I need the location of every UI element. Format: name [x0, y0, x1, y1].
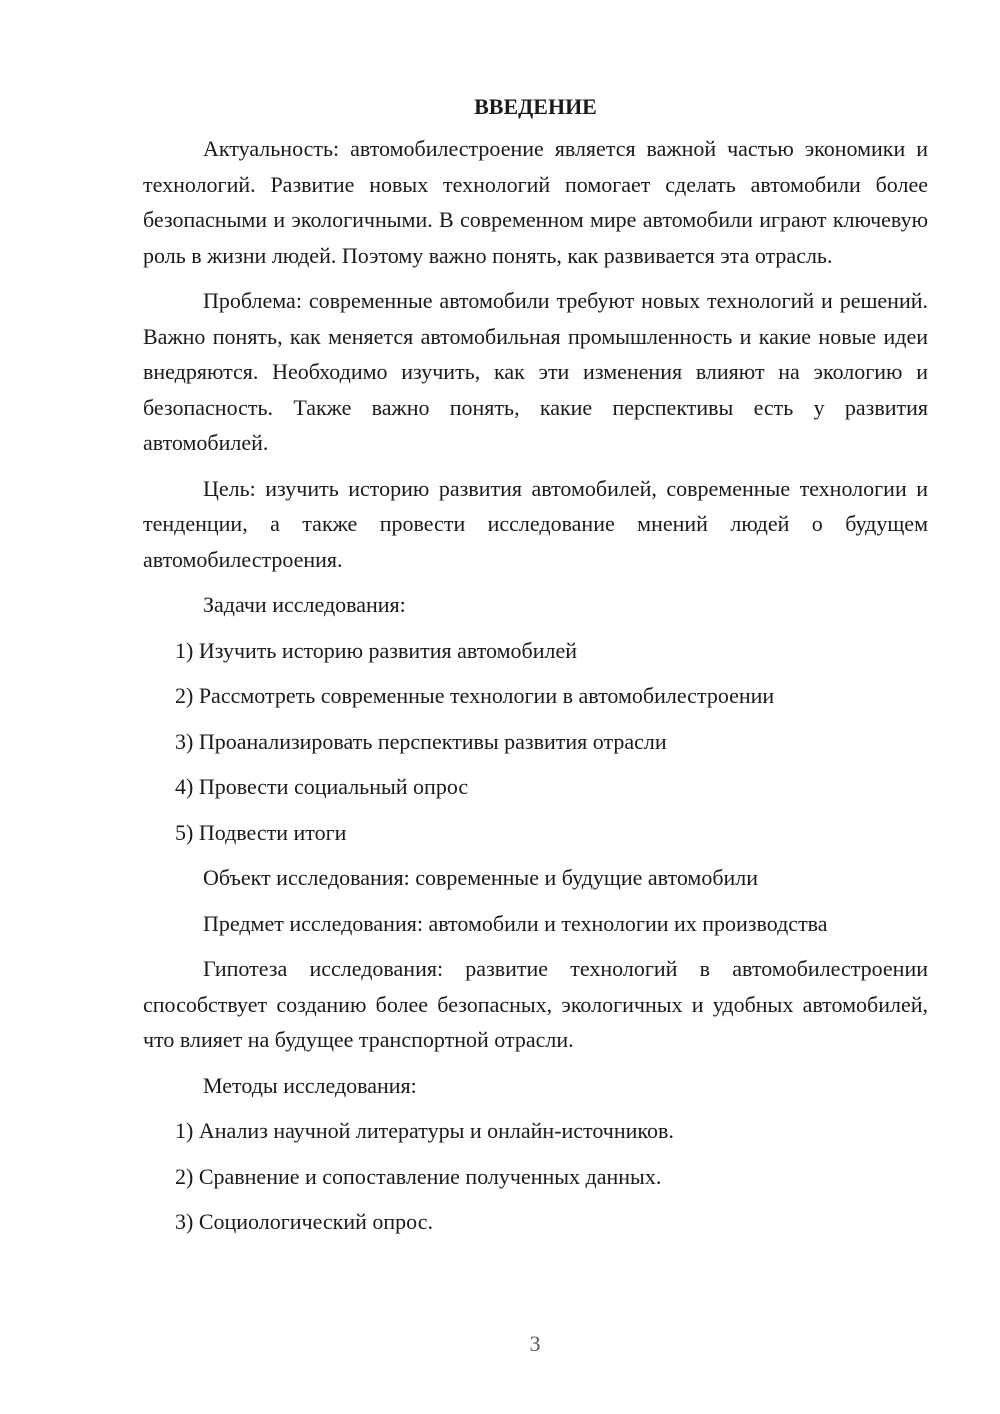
- method-item: 3) Социологический опрос.: [175, 1209, 433, 1234]
- task-item: 3) Проанализировать перспективы развития отрасли: [175, 728, 667, 754]
- problem-paragraph: Проблема: современные автомобили требуют новых технологий и решений. Важно понять, как меняется автомобильная промышленность и какие новые идеи внедряются. Необходимо изучить, как эти изменения влияют на экологию и безопасность. Также важно понять, какие перспективы есть у развития автомобилей.: [143, 288, 928, 455]
- method-item: 2) Сравнение и сопоставление полученных данных.: [175, 1163, 662, 1189]
- task-item: 5) Подвести итоги: [175, 819, 347, 845]
- page-title: ВВЕДЕНИЕ: [474, 94, 597, 119]
- methods-list: [143, 1113, 928, 1240]
- task-item: 1) Изучить историю развития автомобилей: [175, 637, 578, 663]
- research-object: Объект исследования: современные и будущие автомобили: [203, 865, 759, 890]
- hypothesis-paragraph: Гипотеза исследования: развитие технологий в автомобилестроении способствует созданию более безопасных, экологичных и удобных автомобилей, что влияет на будущее транспортной отрасли.: [143, 956, 928, 1052]
- relevance-paragraph: Актуальность: автомобилестроение является важной частью экономики и технологий. Развитие новых технологий помогает сделать автомобили более безопасными и экологичными. В современном мире автомобили играют ключевую роль в жизни людей. Поэтому важно понять, как развивается эта отрасль.: [143, 136, 928, 268]
- page-number: 3: [529, 1331, 541, 1356]
- goal-paragraph: Цель: изучить историю развития автомобилей, современные технологии и тенденции, а также провести исследование мнений людей о будущем автомобилестроения.: [143, 475, 928, 572]
- methods-heading: Методы исследования:: [203, 1072, 417, 1098]
- research-subject: Предмет исследования: автомобили и технологии их производства: [203, 910, 828, 936]
- task-item: 2) Рассмотреть современные технологии в автомобилестроении: [175, 683, 775, 708]
- tasks-list: [143, 633, 928, 851]
- task-item: 4) Провести социальный опрос: [175, 774, 469, 799]
- tasks-heading: Задачи исследования:: [203, 592, 406, 617]
- method-item: 1) Анализ научной литературы и онлайн-источников.: [175, 1118, 674, 1143]
- page-content: [143, 92, 928, 1250]
